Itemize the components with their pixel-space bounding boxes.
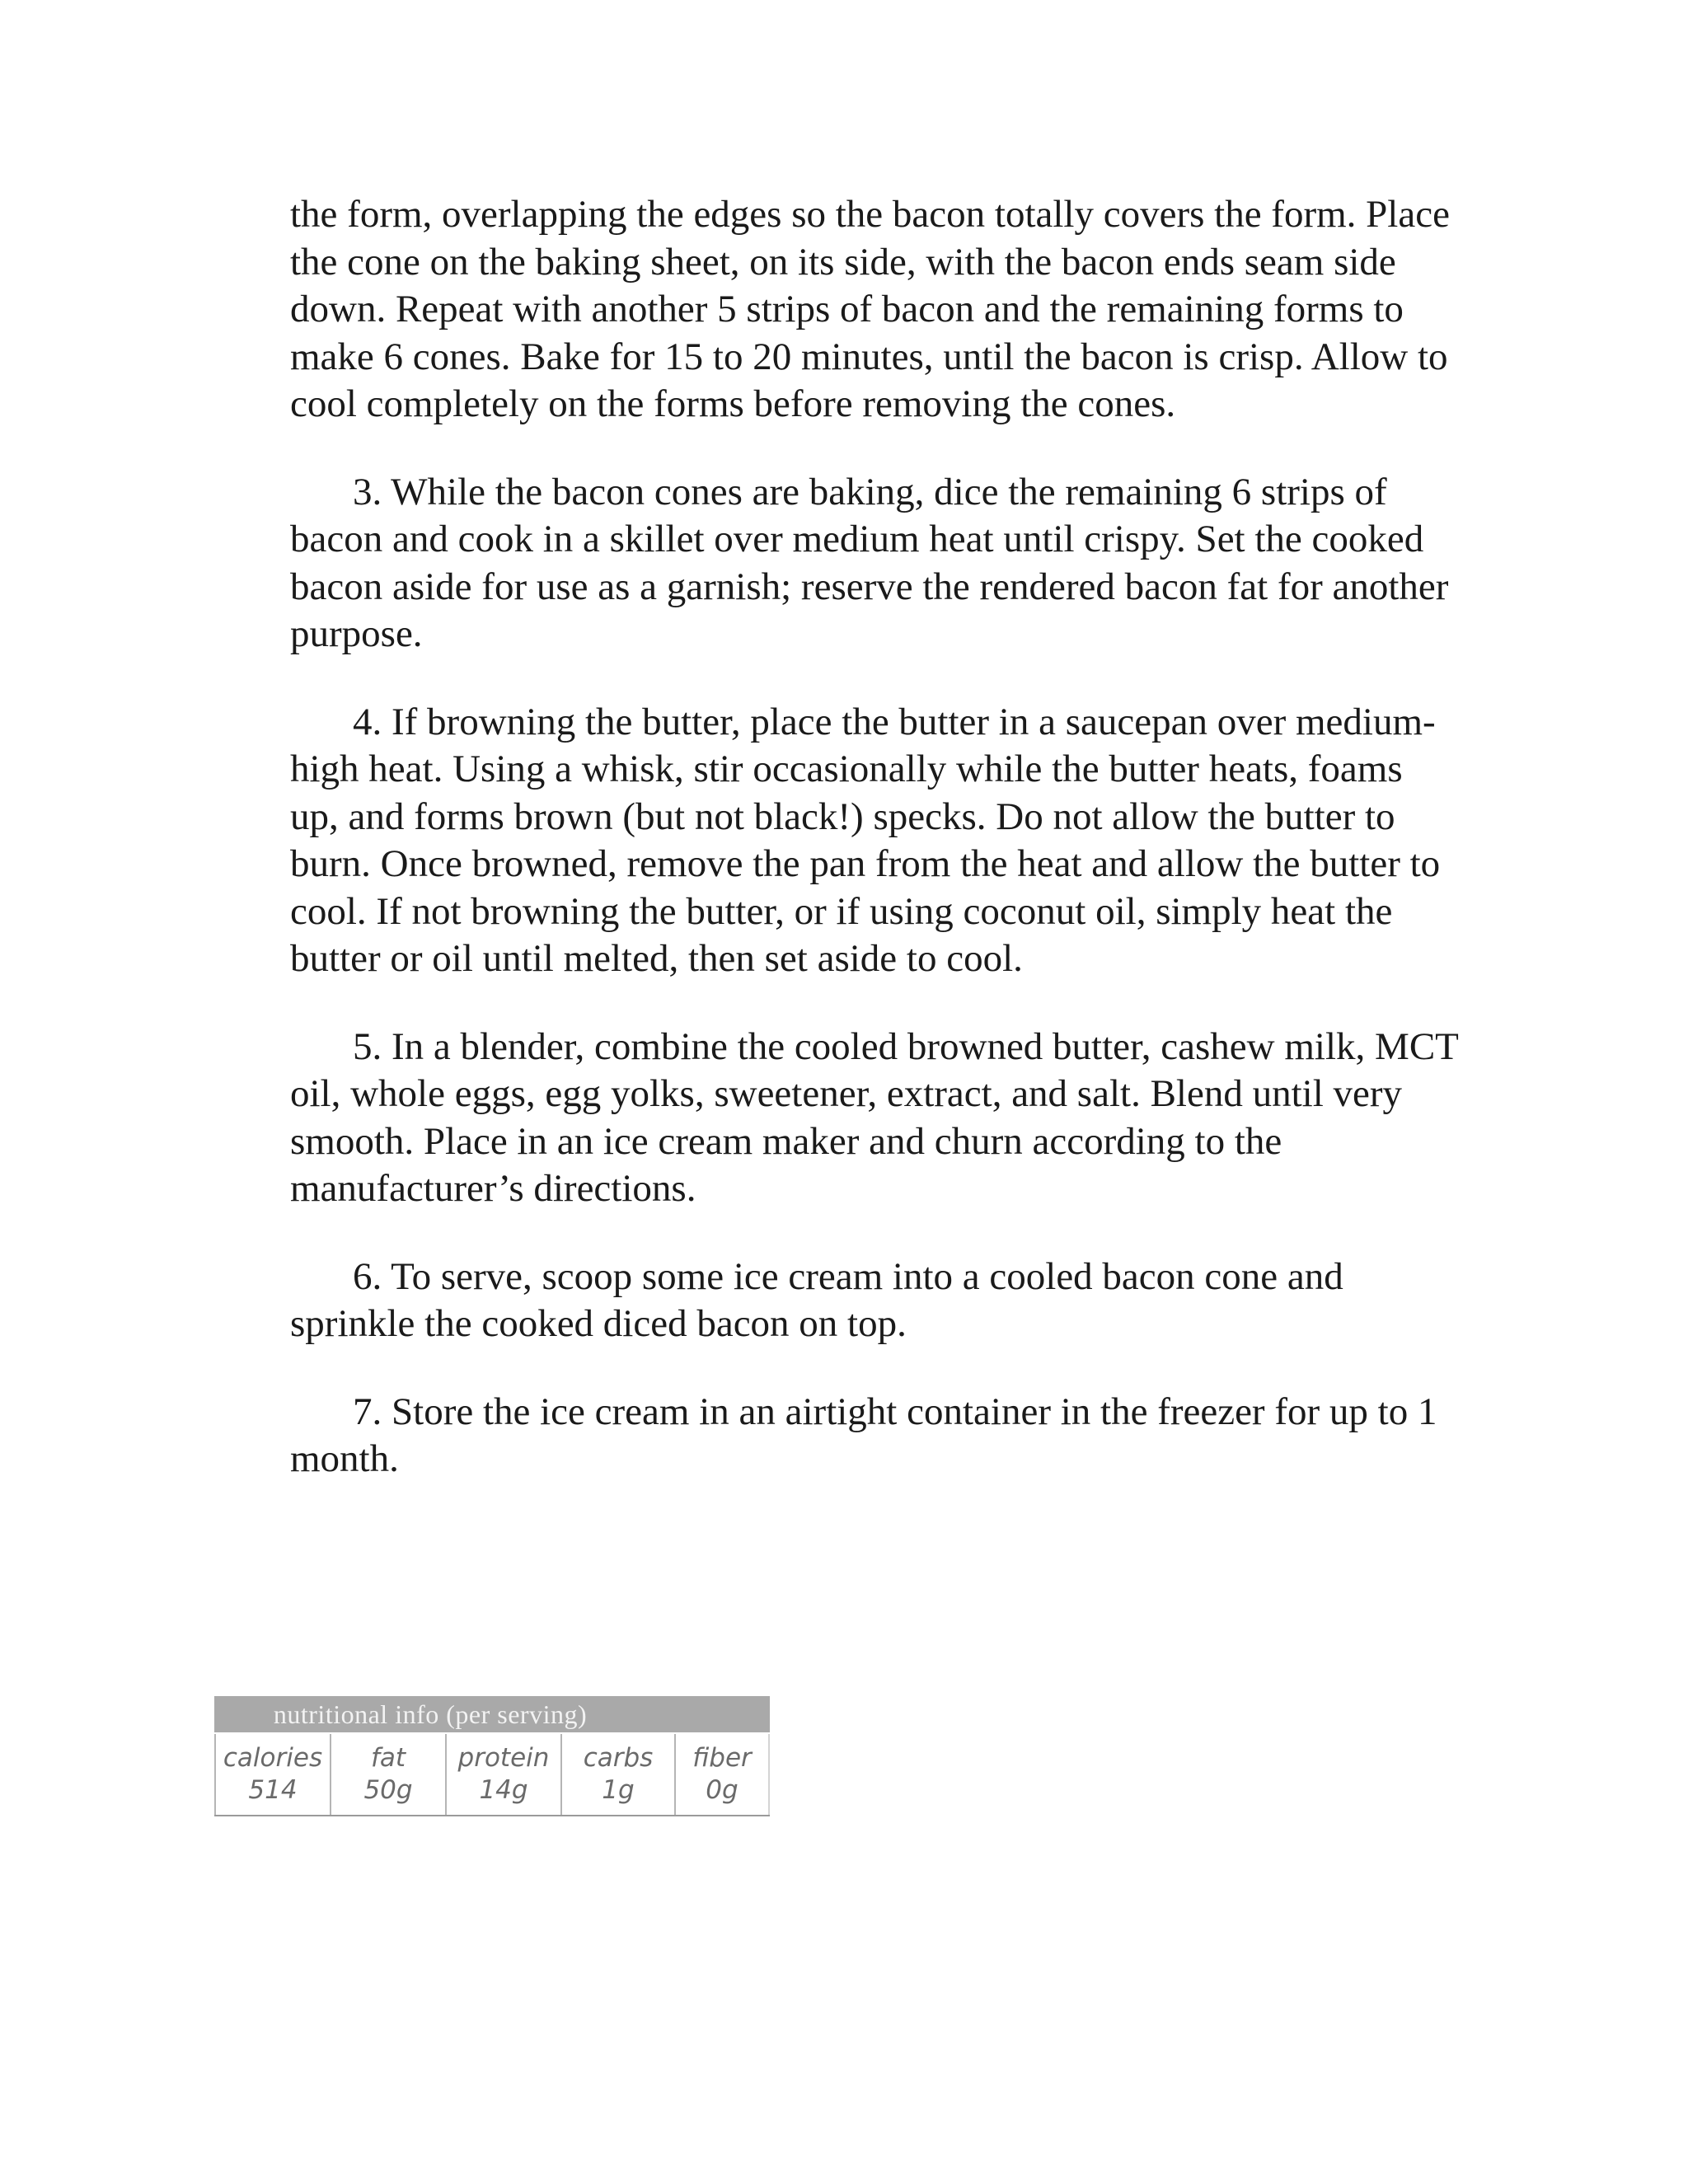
nutrition-cell-calories [214,1734,330,1815]
instruction-step-4: 4. If browning the butter, place the butter in a saucepan over medium-high heat. Using a whisk, stir occasionally while the butter heats, foams up, and forms brown (but not black!) specks. Do not allow the butter to burn. Once browned, remove the pan from the heat and allow the butter to cool. If not browning the butter, or if using coconut oil, simply heat the butter or oil until melted, then set aside to cool. [290,700,1441,980]
nutrition-value: 0g [706,1775,738,1805]
nutrition-header [214,1696,770,1732]
nutrition-cell-fiber [674,1734,770,1815]
nutrition-cell-carbs [560,1734,674,1815]
nutrition-label: carbs [583,1743,654,1773]
instruction-step-3: 3. While the bacon cones are baking, dice the remaining 6 strips of bacon and cook in a skillet over medium heat until crispy. Set the cooked bacon aside for use as a garnish; reserve the rendered bacon fat for another purpose. [290,470,1449,655]
instruction-step-7: 7. Store the ice cream in an airtight container in the freezer for up to 1 month. [290,1390,1437,1480]
nutrition-cell-fat [330,1734,445,1815]
nutrition-label: calories [223,1743,323,1773]
nutrition-label: fiber [692,1743,752,1773]
nutrition-cell-protein [445,1734,560,1815]
nutrition-value: 514 [248,1775,298,1805]
nutrition-value: 50g [363,1775,413,1805]
nutrition-value: 14g [479,1775,528,1805]
instruction-step-5: 5. In a blender, combine the cooled browned butter, cashew milk, MCT oil, whole eggs, egg yolks, sweetener, extract, and salt. Blend until very smooth. Place in an ice cream maker and churn according to the manufacturer’s directions. [290,1024,1459,1210]
nutrition-label: protein [457,1743,550,1773]
instruction-paragraph-continued: the form, overlapping the edges so the bacon totally covers the form. Place the cone on the baking sheet, on its side, with the bacon ends seam side down. Repeat with another 5 strips of bacon and the remaining forms to make 6 cones. Bake for 15 to 20 minutes, until the bacon is crisp. Allow to cool completely on the forms before removing the cones. [290,193,1450,425]
instruction-step-6: 6. To serve, scoop some ice cream into a cooled bacon cone and sprinkle the cooked diced bacon on top. [290,1254,1343,1345]
nutrition-value: 1g [602,1775,635,1805]
nutrition-table [214,1734,770,1816]
nutrition-header-label: nutritional info (per serving) [273,1699,588,1729]
nutrition-label: fat [370,1743,406,1773]
recipe-instructions [290,191,1461,1524]
nutrition-info-box [213,1696,771,1818]
